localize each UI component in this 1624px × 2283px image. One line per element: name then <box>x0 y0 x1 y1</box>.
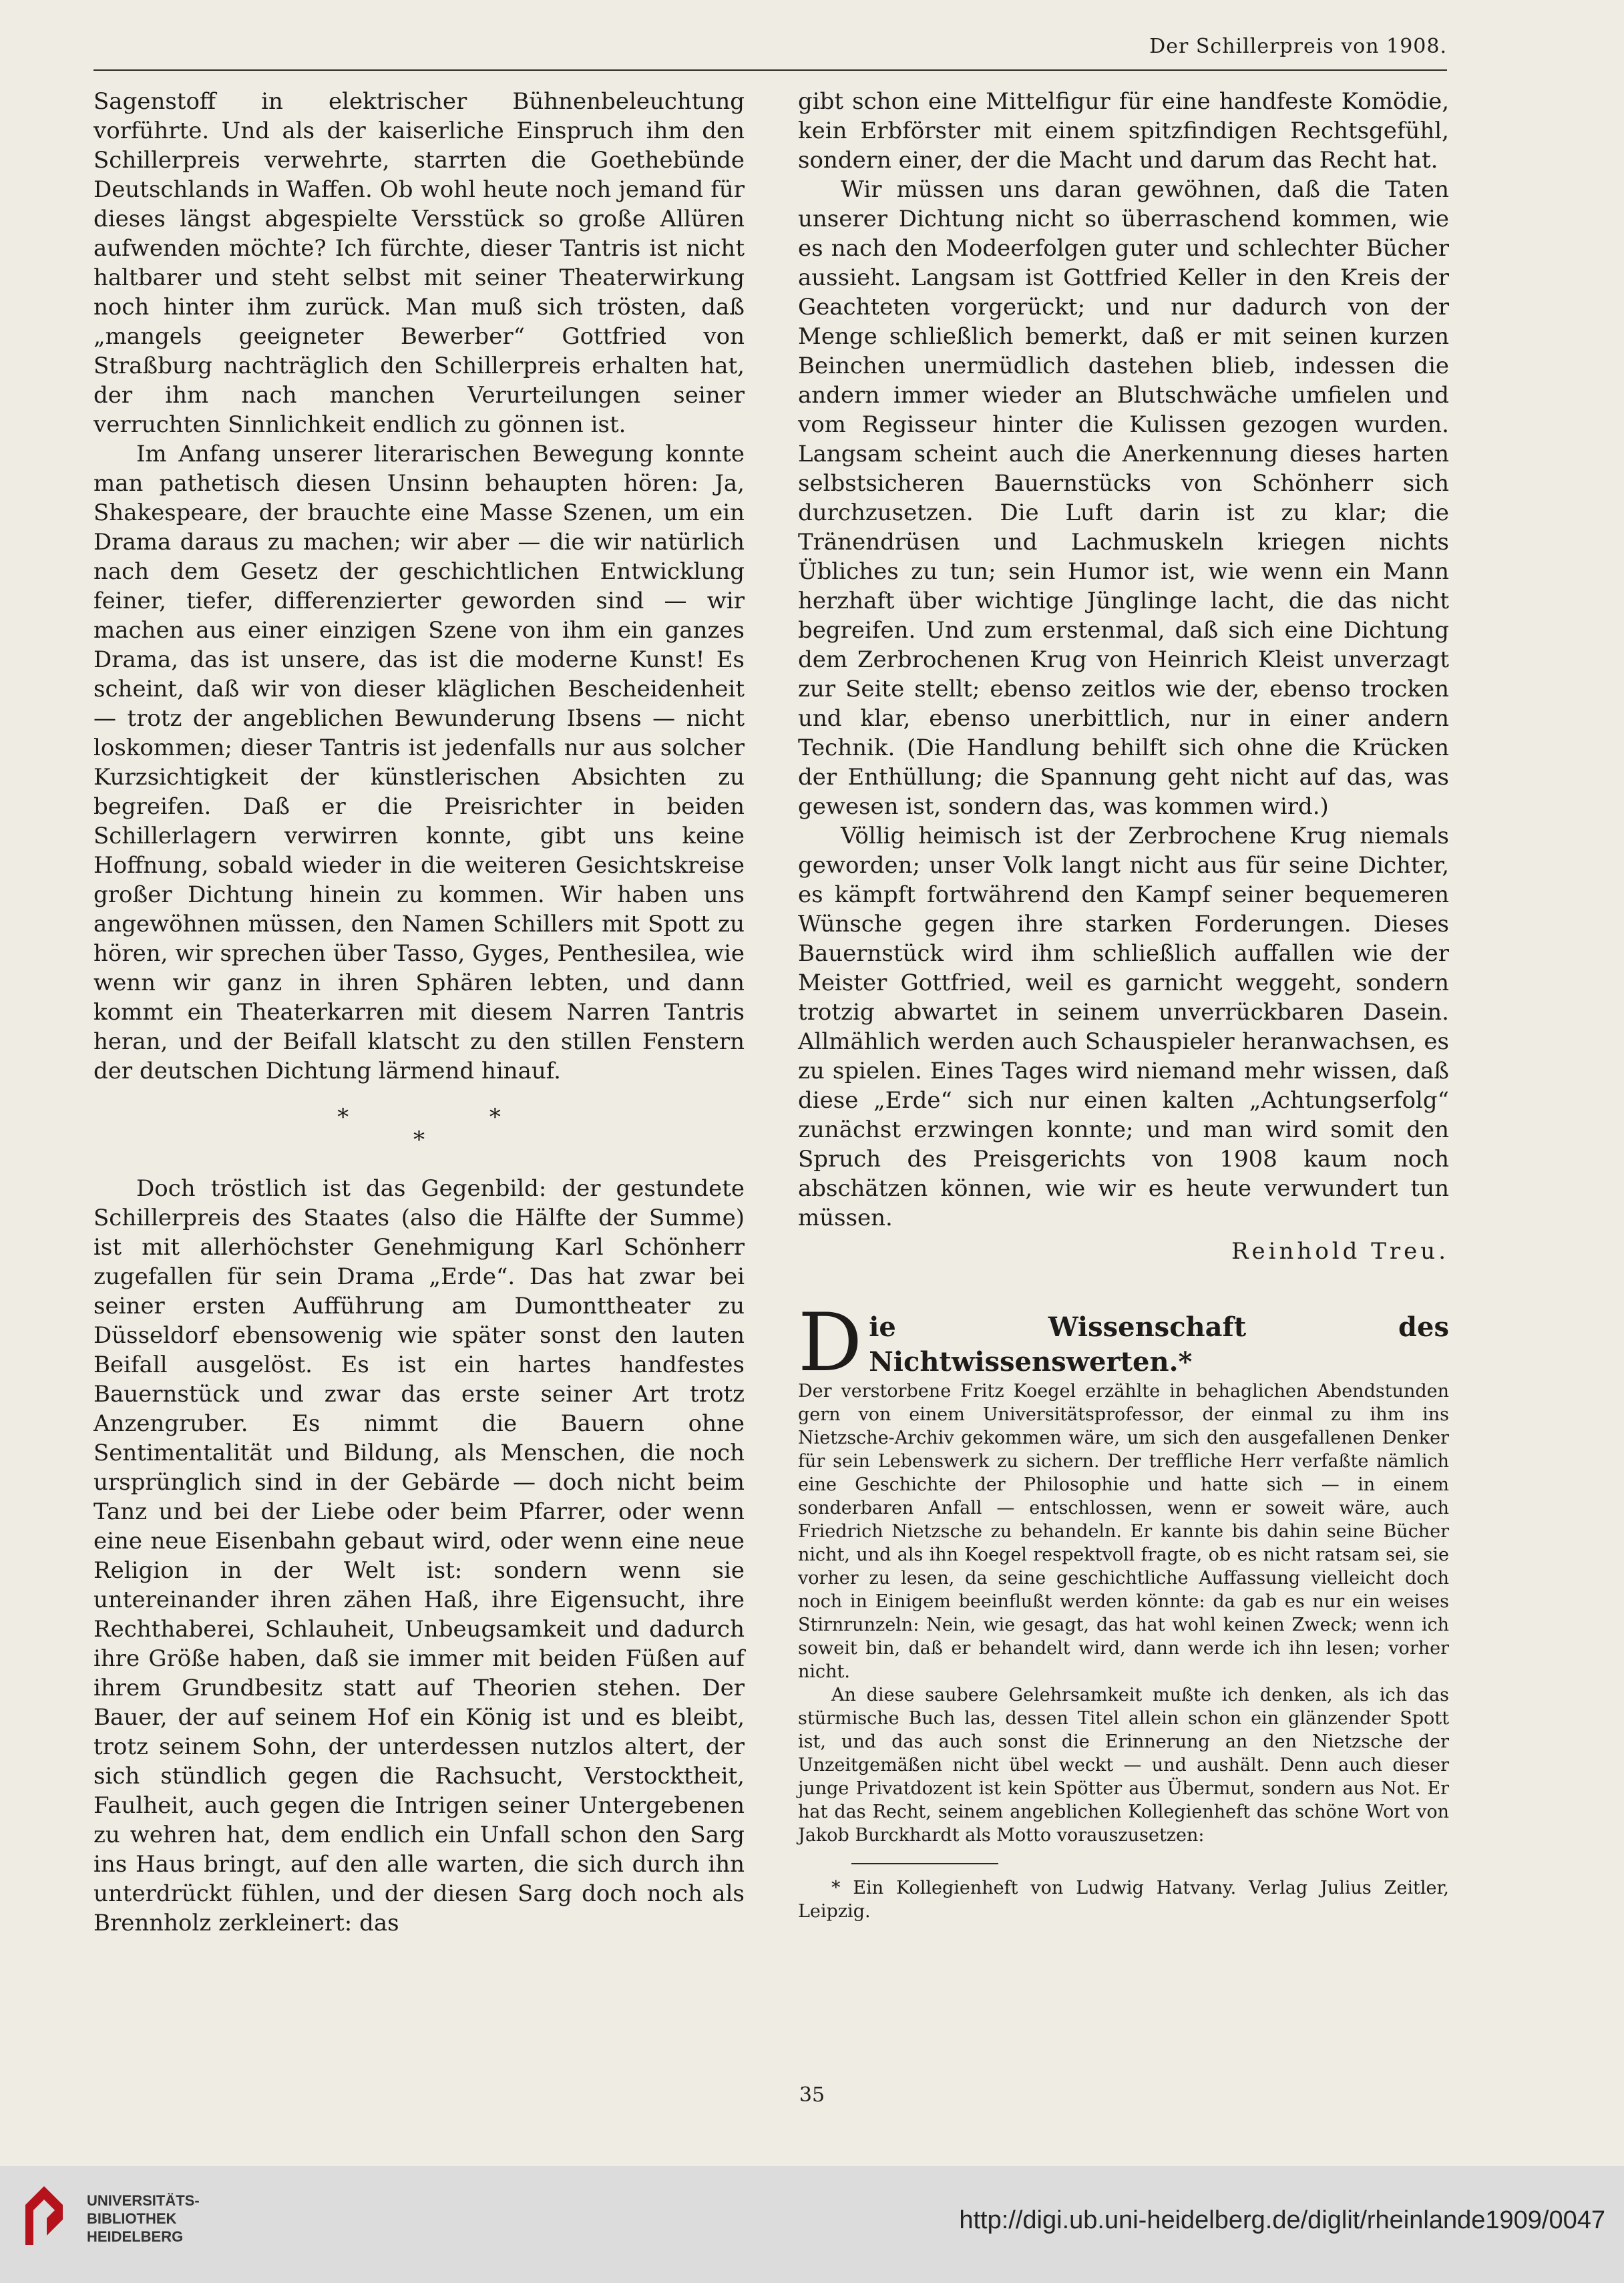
stars-top: * * <box>337 1104 501 1130</box>
library-logo-icon <box>20 2178 68 2252</box>
institution-name <box>87 2192 200 2246</box>
institution-line: BIBLIOTHEK <box>87 2210 177 2227</box>
institution-line: HEIDELBERG <box>87 2228 184 2245</box>
paragraph: Wir müssen uns daran gewöhnen, daß die Taten unserer Dichtung nicht so überraschend kommen, wie es nach den Modeerfolgen guter und schlechter Bücher aussieht. Langsam ist Gottfried Keller in den Kreis der Geachteten vorgerückt; und nur dadurch von der Menge schließlich bemerkt, daß er mit seinen kurzen Beinchen unermüdlich dastehen blieb, indessen die andern immer wieder an Blutschwäche umfielen und vom Regisseur hinter die Kulissen gezogen wurden. Langsam scheint auch die Anerkennung dieses harten selbstsicheren Bauernstücks von Schönherr sich durchzusetzen. Die Luft darin ist zu klar; die Tränendrüsen und Lachmuskeln kriegen nichts Übliches zu tun; sein Humor ist, wie wenn ein Mann herzhaft über wichtige Jünglinge lacht, die das nicht begreifen. Und zum erstenmal, daß sich eine Dichtung dem Zerbrochenen Krug von Heinrich Kleist unverzagt zur Seite stellt; ebenso zeitlos wie der, ebenso trocken und klar, ebenso unerbittlich, nur in einer andern Technik. (Die Handlung behilft sich ohne die Krücken der Enthüllung; die Spannung geht nicht auf das, was gewesen ist, sondern das, was kommen wird.) <box>798 176 1449 820</box>
drop-cap: D <box>798 1297 863 1390</box>
article-body <box>798 1380 1449 1847</box>
paragraph: gibt schon eine Mittelfigur für eine handfeste Komödie, kein Erbförster mit einem spitzfindigen Rechtsgefühl, sondern einer, der die Macht und darum das Recht hat. <box>798 88 1449 174</box>
source-url[interactable]: http://digi.ub.uni-heidelberg.de/diglit/rheinlande1909/0047 <box>959 2206 1605 2234</box>
digitization-footer <box>0 2166 1624 2283</box>
running-head: Der Schillerpreis von 1908. <box>1149 35 1447 58</box>
article-title <box>798 1297 1449 1390</box>
paragraph: Der verstorbene Fritz Koegel erzählte in behaglichen Abendstunden gern von einem Universitätsprofessor, der einmal zu ihm ins Nietzsche-Archiv gekommen wäre, um sich den ausgefallenen Denker für sein Lebenswerk zu sichern. Der treffliche Herr verfaßte nämlich eine Geschichte der Philosophie und hatte sich — in einem sonderbaren Anfall — entschlossen, wenn er soweit wäre, auch Friedrich Nietzsche zu behandeln. Er kannte bis dahin seine Bücher nicht, und als ihn Koegel respektvoll fragte, ob es nicht ratsam sei, sie vorher zu lesen, da seine geschichtliche Auffassung vielleicht doch noch in Einigem beeinflußt werden könnte: da gab es nur ein weises Stirnrunzeln: Nein, wie gesagt, das hat wohl keinen Zweck; wenn ich soweit bin, daß er behandelt wird, dann werde ich ihn lesen; vorher nicht. <box>798 1381 1449 1682</box>
left-column <box>93 87 745 1938</box>
footnote: * Ein Kollegienheft von Ludwig Hatvany. Verlag Julius Zeitler, Leipzig. <box>798 1878 1449 1922</box>
author-signature: Reinhold Treu. <box>1231 1238 1449 1265</box>
paragraph: An diese saubere Gelehrsamkeit mußte ich denken, als ich das stürmische Buch las, dessen Titel allein schon ein glänzender Spott ist, und das auch sonst die Erinnerung an den Nietzsche der Unzeitgemäßen nicht übel weckt — und aushält. Denn auch dieser junge Privatdozent ist kein Spötter aus Übermut, sondern aus Not. Er hat das Recht, seinem angeblichen Kollegienheft das schöne Wort von Jakob Burckhardt als Motto vorauszusetzen: <box>798 1685 1449 1846</box>
article-title-text: ie Wissenschaft des Nichtwissenswerten.* <box>869 1311 1449 1378</box>
header-rule <box>93 69 1447 71</box>
footnote-rule <box>851 1863 998 1864</box>
section-divider-stars <box>93 1106 745 1151</box>
paragraph: Sagenstoff in elektrischer Bühnenbeleuchtung vorführte. Und als der kaiserliche Einspruch ihm den Schillerpreis verwehrte, starrten die Goethebünde Deutschlands in Waffen. Ob wohl heute noch jemand für dieses längst abgespielte Versstück so große Allüren aufwenden möchte? Ich fürchte, dieser Tantris ist nicht haltbarer und steht selbst mit seiner Theaterwirkung noch hinter ihm zurück. Man muß sich trösten, daß „mangels geeigneter Bewerber“ Gottfried von Straßburg nachträglich den Schillerpreis erhalten hat, der ihm nach manchen Verurteilungen seiner verruchten Sinnlichkeit endlich zu gönnen ist. <box>93 88 745 438</box>
stars-bottom: * <box>413 1126 425 1153</box>
paragraph: Völlig heimisch ist der Zerbrochene Krug niemals geworden; unser Volk langt nicht aus für seine Dichter, es kämpft fortwährend den Kampf seiner bequemeren Wünsche gegen ihre starken Forderungen. Dieses Bauernstück wird ihm schließlich auffallen wie der Meister Gottfried, weil es garnicht weggeht, sondern trotzig abwartet in seinem unverrückbaren Dasein. Allmählich werden auch Schauspieler heranwachsen, es zu spielen. Eines Tages wird niemand mehr wissen, daß diese „Erde“ sich nur einen kalten „Achtungserfolg“ zunächst erzwingen konnte; und man wird somit den Spruch des Preisgerichts von 1908 kaum noch abschätzen können, wie wir es heute verwundert tun müssen. <box>798 823 1449 1231</box>
institution-line: UNIVERSITÄTS- <box>87 2192 200 2209</box>
paragraph: Doch tröstlich ist das Gegenbild: der gestundete Schillerpreis des Staates (also die Hälfte der Summe) ist mit allerhöchster Genehmigung Karl Schönherr zugefallen für sein Drama „Erde“. Das hat zwar bei seiner ersten Aufführung am Dumonttheater zu Düsseldorf ebensowenig wie später sonst den lauten Beifall ausgelöst. Es ist ein hartes handfestes Bauernstück und zwar das erste seiner Art trotz Anzengruber. Es nimmt die Bauern ohne Sentimentalität und Bildung, als Menschen, die noch ursprünglich sind in der Gebärde — doch nicht beim Tanz und bei der Liebe oder beim Pfarrer, oder wenn eine neue Eisenbahn gebaut wird, oder wenn eine neue Religion in der Welt ist: sondern wenn sie untereinander ihren zähen Haß, ihre Eigensucht, ihre Rechthaberei, Schlauheit, Unbeugsamkeit und dadurch ihre Größe haben, daß sie immer mit beiden Füßen auf ihrem Grundbesitz statt auf Theorien stehen. Der Bauer, der auf seinem Hof ein König ist und es bleibt, trotz seinem Sohn, der unterdessen nutzlos altert, der sich stündlich gegen die Rachsucht, Verstocktheit, Faulheit, auch gegen die Intrigen seiner Untergebenen zu wehren hat, dem endlich ein Unfall schon den Sarg ins Haus bringt, auf den alle warten, die sich durch ihn unterdrückt fühlen, und der diesen Sarg doch noch als Brennholz zerkleinert: das <box>93 1175 745 1936</box>
page-number: 35 <box>799 2083 825 2107</box>
paragraph: Im Anfang unserer literarischen Bewegung konnte man pathetisch diesen Unsinn behaupten hören: Ja, Shakespeare, der brauchte eine Masse Szenen, um ein Drama daraus zu machen; wir aber — die wir natürlich nach dem Gesetz der geschichtlichen Entwicklung feiner, tiefer, differenzierter geworden sind — wir machen aus einer einzigen Szene von ihm ein ganzes Drama, das ist unsere, das ist die moderne Kunst! Es scheint, daß wir von dieser kläglichen Bescheidenheit — trotz der angeblichen Bewunderung Ibsens — nicht loskommen; dieser Tantris ist jedenfalls nur aus solcher Kurzsichtigkeit der künstlerischen Absichten zu begreifen. Daß er die Preisrichter in beiden Schillerlagern verwirren konnte, gibt uns keine Hoffnung, sobald wieder in die weiteren Gesichtskreise großer Dichtung hinein zu kommen. Wir haben uns angewöhnen müssen, den Namen Schillers mit Spott zu hören, wir sprechen über Tasso, Gyges, Penthesilea, wie wenn wir ganz in ihren Sphären lebten, und dann kommt ein Theaterkarren mit diesem Narren Tantris heran, und der Beifall klatscht zu den stillen Fenstern der deutschen Dichtung lärmend hinauf. <box>93 441 745 1084</box>
right-column <box>798 87 1449 1923</box>
